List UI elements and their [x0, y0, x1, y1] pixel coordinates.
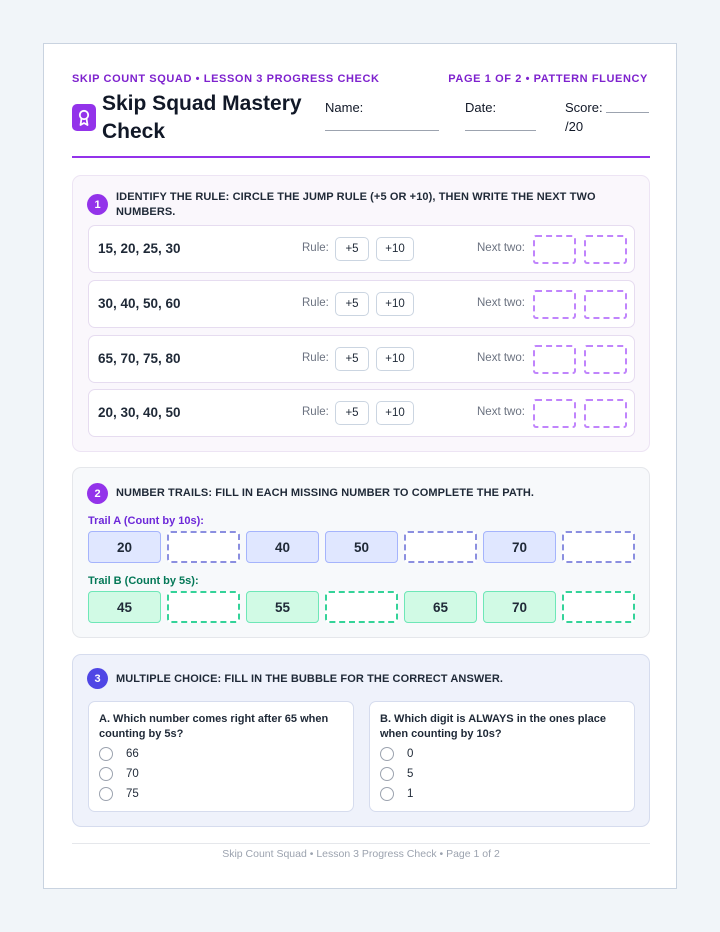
- option-label: 1: [407, 788, 414, 800]
- rule-row: [88, 280, 635, 328]
- trail-a-blank[interactable]: [562, 531, 635, 563]
- trail-b-cell: 45: [88, 591, 161, 623]
- sequence: 65, 70, 75, 80: [98, 351, 181, 366]
- page-indicator: PAGE 1 OF 2 • PATTERN FLUENCY: [448, 73, 648, 85]
- answer-box[interactable]: [533, 399, 576, 428]
- answer-box[interactable]: [533, 235, 576, 264]
- answer-bubble[interactable]: [380, 767, 394, 781]
- answer-option[interactable]: [99, 767, 139, 781]
- rule-row: [88, 389, 635, 437]
- question-card-b: [369, 701, 635, 812]
- next-two-label: Next two:: [477, 406, 525, 418]
- plus-5-option[interactable]: +5: [335, 347, 369, 371]
- section-number-badge: 1: [87, 194, 108, 215]
- plus-10-option[interactable]: +10: [376, 347, 414, 371]
- option-label: 75: [126, 788, 139, 800]
- question-text: B. Which digit is ALWAYS in the ones place when counting by 10s?: [380, 713, 606, 740]
- section-heading: IDENTIFY THE RULE: CIRCLE THE JUMP RULE (+5 OR +10), THEN WRITE THE NEXT TWO NUMBERS.: [116, 191, 596, 218]
- section-multiple-choice: [72, 654, 650, 827]
- score-total: /20: [565, 119, 584, 134]
- page-title: Skip Squad Mastery Check: [102, 92, 302, 143]
- rule-row: [88, 335, 635, 383]
- trail-a-blank[interactable]: [167, 531, 240, 563]
- section-number-badge: 2: [87, 483, 108, 504]
- section-identify-rule: [72, 175, 650, 452]
- trail-b-cell: 55: [246, 591, 319, 623]
- next-two-label: Next two:: [477, 352, 525, 364]
- answer-box[interactable]: [584, 290, 627, 319]
- option-label: 5: [407, 768, 414, 780]
- rule-label: Rule:: [302, 242, 329, 254]
- trail-b-blank[interactable]: [562, 591, 635, 623]
- answer-bubble[interactable]: [380, 787, 394, 801]
- plus-5-option[interactable]: +5: [335, 237, 369, 261]
- plus-10-option[interactable]: +10: [376, 237, 414, 261]
- trail-b-blank[interactable]: [167, 591, 240, 623]
- option-label: 0: [407, 748, 414, 760]
- rule-label: Rule:: [302, 352, 329, 364]
- footer-divider: [72, 843, 650, 844]
- answer-option[interactable]: [380, 747, 413, 761]
- next-two-label: Next two:: [477, 297, 525, 309]
- answer-bubble[interactable]: [99, 747, 113, 761]
- date-label: Date:: [465, 100, 497, 115]
- answer-box[interactable]: [584, 399, 627, 428]
- trail-b-blank[interactable]: [325, 591, 398, 623]
- answer-bubble[interactable]: [99, 787, 113, 801]
- section-number-badge: 3: [87, 668, 108, 689]
- name-field[interactable]: [325, 130, 439, 131]
- next-two-label: Next two:: [477, 242, 525, 254]
- trail-a-cell: 20: [88, 531, 161, 563]
- trail-a-cell: 50: [325, 531, 398, 563]
- header-divider: [72, 156, 650, 158]
- section-number-trails: [72, 467, 650, 638]
- sequence: 20, 30, 40, 50: [98, 405, 181, 420]
- ribbon-award-icon: [72, 104, 96, 131]
- answer-box[interactable]: [584, 235, 627, 264]
- rule-row: [88, 225, 635, 273]
- answer-option[interactable]: [99, 787, 139, 801]
- rule-label: Rule:: [302, 406, 329, 418]
- answer-box[interactable]: [533, 290, 576, 319]
- plus-10-option[interactable]: +10: [376, 292, 414, 316]
- answer-bubble[interactable]: [380, 747, 394, 761]
- plus-10-option[interactable]: +10: [376, 401, 414, 425]
- answer-option[interactable]: [380, 767, 413, 781]
- trail-b-cell: 70: [483, 591, 556, 623]
- worksheet-page: [43, 43, 677, 889]
- score-label: Score:: [565, 100, 603, 115]
- plus-5-option[interactable]: +5: [335, 401, 369, 425]
- trail-a-blank[interactable]: [404, 531, 477, 563]
- section-heading: NUMBER TRAILS: FILL IN EACH MISSING NUMBER TO COMPLETE THE PATH.: [116, 487, 535, 499]
- date-field[interactable]: [465, 130, 536, 131]
- question-card-a: [88, 701, 354, 812]
- trail-a-cell: 70: [483, 531, 556, 563]
- name-label: Name:: [325, 100, 364, 115]
- section-heading: MULTIPLE CHOICE: FILL IN THE BUBBLE FOR THE CORRECT ANSWER.: [116, 673, 504, 685]
- plus-5-option[interactable]: +5: [335, 292, 369, 316]
- answer-box[interactable]: [533, 345, 576, 374]
- sequence: 15, 20, 25, 30: [98, 241, 181, 256]
- answer-bubble[interactable]: [99, 767, 113, 781]
- rule-label: Rule:: [302, 297, 329, 309]
- answer-option[interactable]: [99, 747, 139, 761]
- score-field[interactable]: [606, 112, 649, 113]
- question-text: A. Which number comes right after 65 when counting by 5s?: [99, 713, 329, 740]
- trail-b-label: Trail B (Count by 5s):: [88, 575, 199, 587]
- trail-b-cell: 65: [404, 591, 477, 623]
- page-footer: Skip Count Squad • Lesson 3 Progress Check • Page 1 of 2: [222, 848, 500, 860]
- answer-box[interactable]: [584, 345, 627, 374]
- answer-option[interactable]: [380, 787, 413, 801]
- sequence: 30, 40, 50, 60: [98, 296, 181, 311]
- trail-a-label: Trail A (Count by 10s):: [88, 515, 204, 527]
- trail-a-cell: 40: [246, 531, 319, 563]
- lesson-header: SKIP COUNT SQUAD • LESSON 3 PROGRESS CHECK: [72, 73, 380, 85]
- option-label: 66: [126, 748, 139, 760]
- option-label: 70: [126, 768, 139, 780]
